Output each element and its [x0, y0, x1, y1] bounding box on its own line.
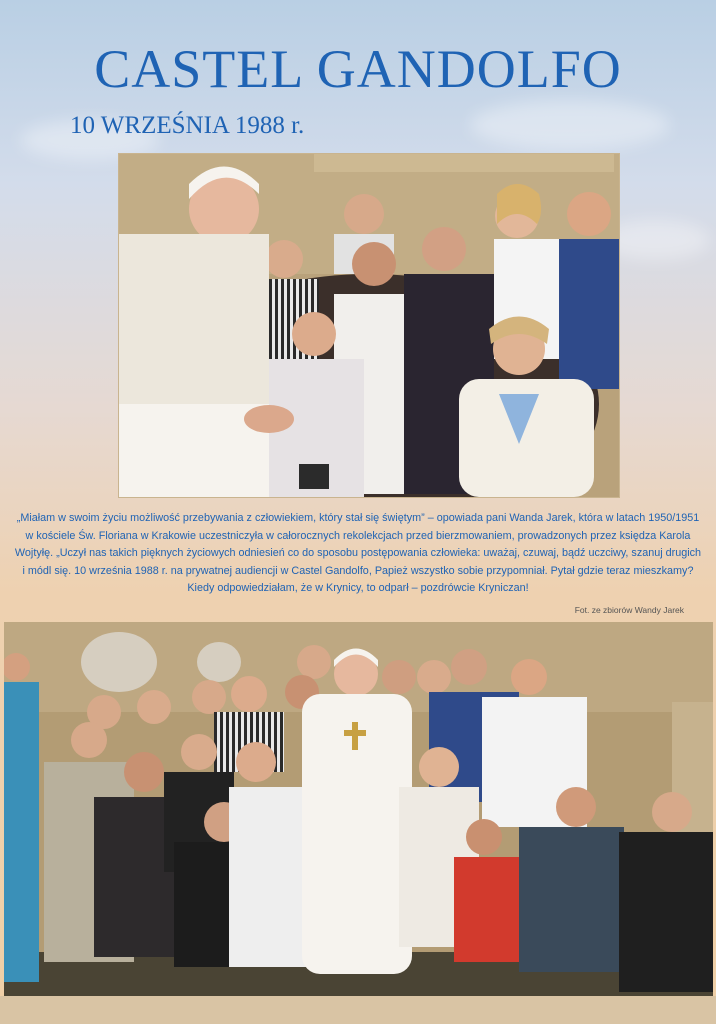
page-subtitle: 10 WRZEŚNIA 1988 r.	[70, 112, 305, 139]
sky-cloud	[470, 100, 670, 150]
photo-pope-greeting-image	[119, 154, 619, 497]
page-title: CASTEL GANDOLFO	[94, 39, 622, 99]
bottom-strip	[0, 996, 716, 1024]
photo-credit: Fot. ze zbiorów Wandy Jarek	[574, 605, 684, 615]
caption-text: „Miałam w swoim życiu możliwość przebywania z człowiekiem, który stał się świętym” – opowiada pani Wanda Jarek, która w latach 1950/1951 w kościele Św. Floriana w Krakowie uczestniczyła w całorocznych rekolekcjach przed bierzmowaniem, prowadzonych przez księdza Karola Wojtyłę. „Uczył nas takich pięknych życiowych odniesień co do sposobu postępowania człowieka: uważaj, czuwaj, bądź uczciwy, szanuj drugich i módl się. 10 września 1988 r. na prywatnej audiencji w Castel Gandolfo, Papież wszystko sobie przypomniał. Pytał gdzie teraz mieszkamy? Kiedy odpowiedziałam, że w Krynicy, to odparł – pozdrówcie Kryniczan!	[14, 512, 702, 594]
photo-group-portrait-image	[4, 622, 713, 996]
photo-pope-greeting	[118, 153, 620, 498]
photo-group-portrait	[4, 622, 713, 996]
